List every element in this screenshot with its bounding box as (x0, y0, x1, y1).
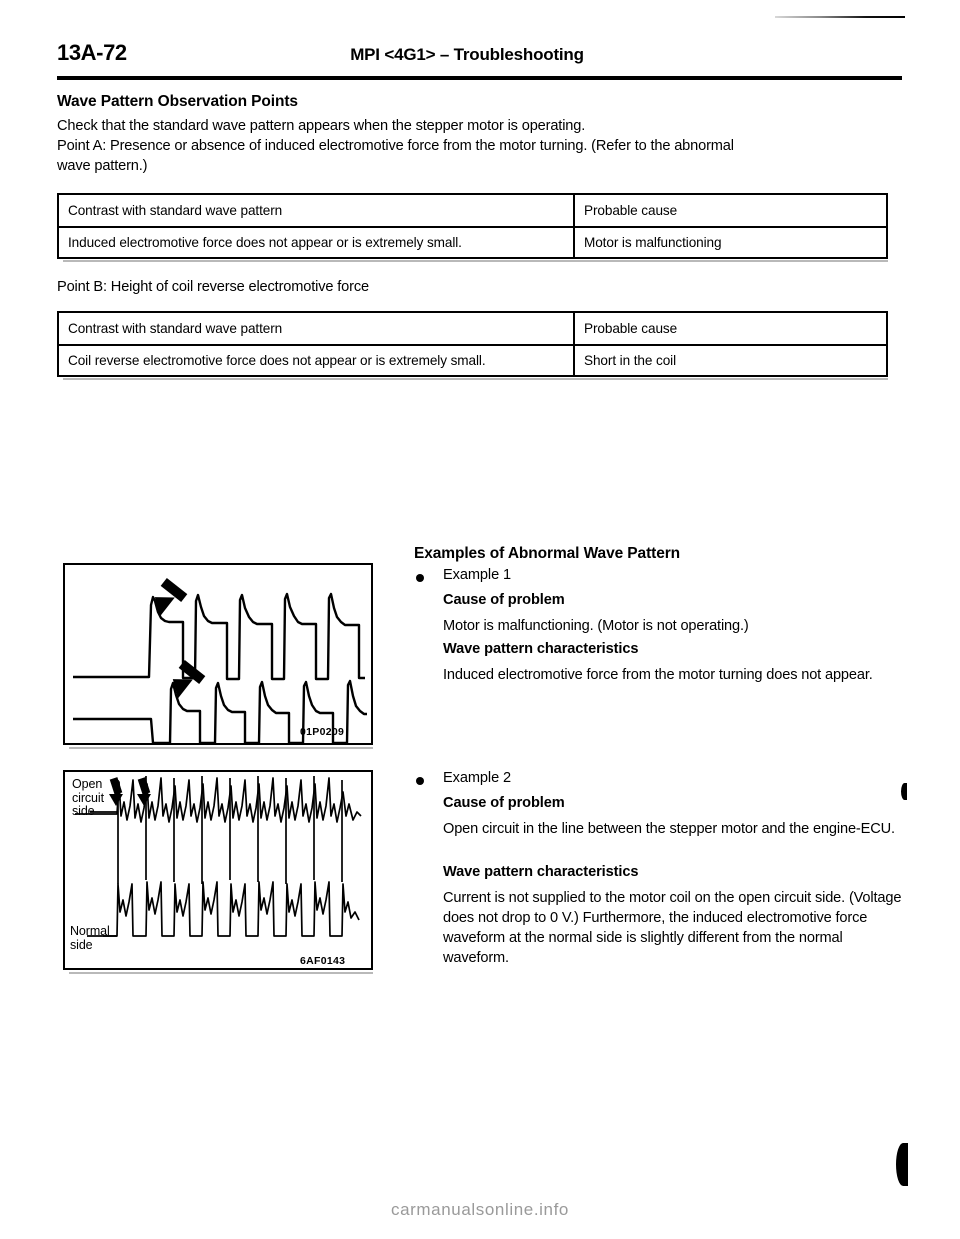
bullet-icon (416, 574, 424, 582)
table-b-scan-shadow (63, 378, 888, 380)
example-2-cause-heading: Cause of problem (443, 795, 565, 811)
figure-1-scan-shadow (69, 747, 373, 749)
bullet-icon (416, 777, 424, 785)
table-row (59, 344, 886, 375)
table-row (59, 226, 886, 257)
table-cell-probable-cause: Motor is malfunctioning (584, 235, 722, 250)
table-header-contrast: Contrast with standard wave pattern (59, 313, 575, 344)
page-header (57, 40, 902, 80)
watermark: carmanualsonline.info (391, 1200, 569, 1219)
point-b-text: Point B: Height of coil reverse electromotive force (57, 279, 369, 295)
table-cell-contrast: Induced electromotive force does not appear or is extremely small. (59, 228, 575, 257)
page-folio: 13A-72 (57, 40, 127, 65)
examples-title: Examples of Abnormal Wave Pattern (414, 545, 681, 562)
table-row (59, 195, 886, 226)
label-line: Open (72, 777, 103, 791)
corner-rule (775, 16, 905, 18)
scan-artifact-large (896, 1143, 908, 1186)
waveform-oscillogram-2 (65, 772, 371, 968)
example-1-characteristics-text: Induced electromotive force from the motor turning does not appear. (443, 667, 873, 683)
example-2-characteristics-text: Current is not supplied to the motor coil on the open circuit side. (Voltage does not drop to 0 V.) Furthermore, the induced electromotive force waveform at the normal side is slightly different from the normal waveform. (443, 890, 902, 966)
figure-2-label-open-circuit-side (72, 778, 104, 819)
section-title-wave-pattern-observation-points: Wave Pattern Observation Points (57, 93, 298, 110)
table-point-a (57, 193, 888, 259)
arrow-marker-icon (137, 777, 151, 806)
table-cell-probable-cause: Short in the coil (584, 353, 676, 368)
example-2-cause-text: Open circuit in the line between the stepper motor and the engine-ECU. (443, 821, 895, 837)
intro-line-3: wave pattern.) (57, 158, 148, 174)
example-1-cause-text: Motor is malfunctioning. (Motor is not operating.) (443, 618, 749, 634)
example-1-name: Example 1 (443, 567, 512, 583)
table-row (59, 313, 886, 344)
example-2-characteristics-heading: Wave pattern characteristics (443, 864, 639, 880)
table-header-probable-cause: Probable cause (584, 203, 678, 218)
table-cell-contrast: Coil reverse electromotive force does not appear or is extremely small. (59, 346, 575, 375)
label-line: circuit (72, 790, 104, 805)
table-header-probable-cause: Probable cause (584, 321, 678, 336)
scan-artifact-small (901, 783, 907, 800)
label-line: side (72, 804, 95, 818)
example-2-name: Example 2 (443, 770, 512, 786)
table-header-contrast: Contrast with standard wave pattern (59, 195, 575, 226)
example-1-characteristics-heading: Wave pattern characteristics (443, 641, 639, 657)
figure-1-code: 01P0209 (300, 726, 345, 738)
page-title: MPI <4G1> – Troubleshooting (350, 45, 584, 64)
example-1-cause-heading: Cause of problem (443, 592, 565, 608)
waveform-oscillogram-1 (65, 565, 371, 743)
figure-2-label-normal-side (70, 925, 110, 952)
table-a-scan-shadow (63, 260, 888, 262)
intro-line-1: Check that the standard wave pattern appears when the stepper motor is operating. (57, 118, 586, 134)
table-point-b (57, 311, 888, 377)
figure-2-scan-shadow (69, 972, 373, 974)
intro-line-2: Point A: Presence or absence of induced electromotive force from the motor turning. (Refer to the abnormal (57, 138, 734, 154)
label-line: side (70, 937, 93, 952)
figure-2-code: 6AF0143 (300, 955, 346, 967)
figure-waveform-example-1 (63, 563, 373, 745)
header-divider (57, 76, 902, 80)
label-line: Normal (70, 924, 110, 938)
